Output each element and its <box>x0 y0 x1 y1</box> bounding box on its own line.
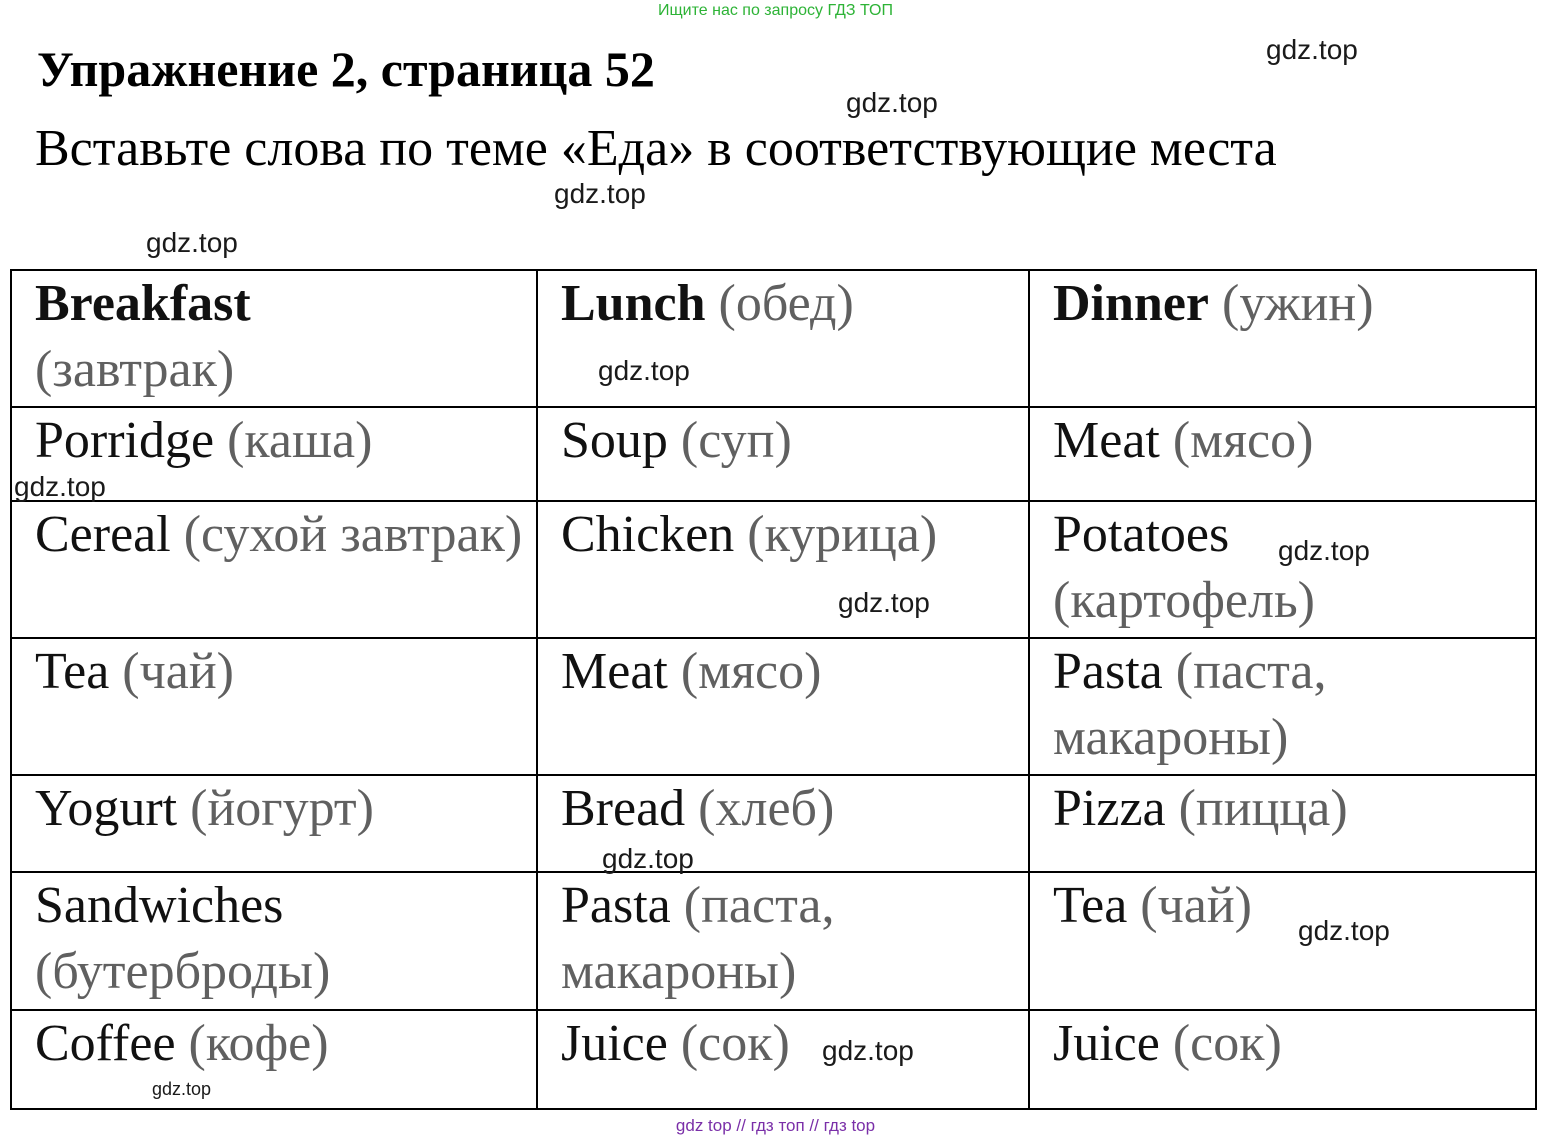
watermark: gdz.top <box>146 227 238 258</box>
table-cell: Bread (хлеб) <box>537 775 1029 872</box>
table-cell: Tea (чай) <box>11 638 537 775</box>
table-cell: Yogurt (йогурт) <box>11 775 537 872</box>
table-row <box>11 1010 1536 1109</box>
watermark: gdz.top <box>846 87 938 118</box>
watermark: gdz.top <box>1266 34 1358 65</box>
exercise-instruction: Вставьте слова по теме «Еда» в соответствующие места <box>35 120 1277 177</box>
table-row <box>11 638 1536 775</box>
table-cell: Pasta (паста, макароны) <box>537 872 1029 1010</box>
watermark: gdz.top <box>598 355 690 386</box>
watermark: gdz.top <box>14 471 106 502</box>
header-dinner: Dinner (ужин) <box>1029 270 1536 407</box>
header-lunch: Lunch (обед) <box>537 270 1029 407</box>
food-table <box>10 269 1537 1110</box>
table-cell: Coffee (кофе) <box>11 1010 537 1109</box>
footer-links[interactable]: gdz top // гдз топ // гдз top <box>675 1116 876 1135</box>
table-cell: Sandwiches (бутерброды) <box>11 872 537 1010</box>
watermark: gdz.top <box>554 178 646 209</box>
table-cell: Juice (сок) <box>1029 1010 1536 1109</box>
watermark: gdz.top <box>838 587 930 618</box>
watermark: gdz.top <box>822 1035 914 1066</box>
watermark: gdz.top <box>1298 915 1390 946</box>
table-cell: Tea (чай) <box>1029 872 1536 1010</box>
table-cell: Potatoes (картофель) <box>1029 501 1536 638</box>
table-cell: Cereal (сухой завтрак) <box>11 501 537 638</box>
table-cell: Soup (суп) <box>537 407 1029 501</box>
table-cell: Meat (мясо) <box>537 638 1029 775</box>
table-cell: Pasta (паста, макароны) <box>1029 638 1536 775</box>
table-cell: Pizza (пицца) <box>1029 775 1536 872</box>
page-title: Упражнение 2, страница 52 <box>37 41 655 97</box>
table-row <box>11 775 1536 872</box>
table-cell: Meat (мясо) <box>1029 407 1536 501</box>
table-row <box>11 501 1536 638</box>
table-cell: Porridge (каша) <box>11 407 537 501</box>
header-breakfast: Breakfast (завтрак) <box>11 270 537 407</box>
watermark: gdz.top <box>602 843 694 874</box>
watermark: gdz.top <box>1278 535 1370 566</box>
watermark: gdz.top <box>152 1079 212 1099</box>
table-cell: Chicken (курица) <box>537 501 1029 638</box>
table-cell: Juice (сок) <box>537 1010 1029 1109</box>
table-row <box>11 407 1536 501</box>
table-header-row <box>11 270 1536 407</box>
top-search-link[interactable]: Ищите нас по запросу ГДЗ ТОП <box>658 2 893 19</box>
